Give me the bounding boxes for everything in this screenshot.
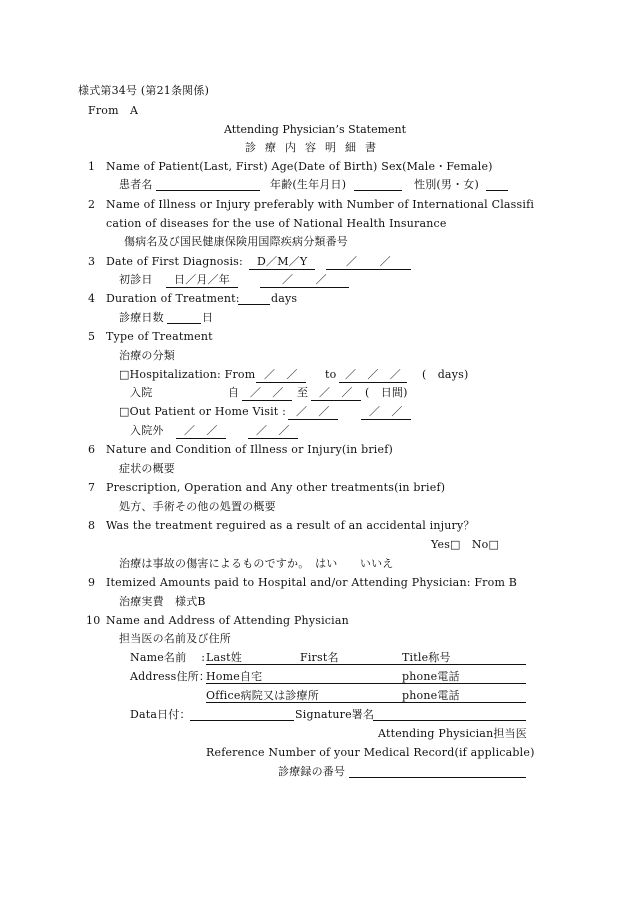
hospitalization-from-ja: 自 <box>228 386 240 399</box>
duration-days-field-en[interactable] <box>238 292 270 305</box>
physician-caption: Attending Physician担当医 <box>378 727 527 740</box>
signature-field[interactable] <box>373 708 526 721</box>
physician-name-field[interactable] <box>206 651 526 665</box>
from-label: From A <box>88 104 139 117</box>
out-patient-date-1[interactable] <box>288 405 338 420</box>
medical-record-number-field[interactable] <box>349 765 526 778</box>
out-patient-date-1-text: ／ ／ <box>288 405 338 420</box>
hospitalization-to-ja: 至 <box>297 386 309 399</box>
item-10-label-en: Name and Address of Attending Physician <box>106 614 349 627</box>
item-4-label-en: Duration of Treatment: <box>106 292 240 305</box>
hospitalization-to-date[interactable] <box>339 368 407 383</box>
reference-label-en: Reference Number of your Medical Record(if applicable) <box>206 746 535 759</box>
item-4-unit-ja: 日 <box>202 311 214 324</box>
item-8-label-en: Was the treatment reguired as a result of an accidental injury？ <box>106 519 475 532</box>
item-4-number: 4 <box>88 292 96 305</box>
first-diagnosis-format-ja-text: 日／月／年 <box>166 273 238 288</box>
hospitalization-days: ( days) <box>422 368 469 381</box>
physician-name-label: Name名前 : <box>130 651 206 664</box>
item-4-label-ja: 診療日数 <box>119 311 164 324</box>
item-9-label-ja: 治療実費 様式B <box>119 595 206 608</box>
hospitalization-to-date-ja[interactable] <box>311 386 361 401</box>
hospitalization-days-ja: ( 日間) <box>365 386 408 399</box>
office-address-label: Office病院又は診療所 <box>206 689 319 702</box>
patient-name-field[interactable] <box>156 178 260 191</box>
title-en: Attending Physician’s Statement <box>223 123 407 136</box>
item-2-label-en-line1: Name of Illness or Injury preferably with Number of International Classifi <box>106 198 535 211</box>
hospitalization-to-label: to <box>325 368 337 381</box>
hospitalization-from-date-ja-text: ／ ／ <box>242 386 292 401</box>
item-9-number: 9 <box>88 576 96 589</box>
item-3-number: 3 <box>88 255 96 268</box>
address-label: Address住所： <box>130 670 211 683</box>
hospitalization-to-date-text: ／ ／ ／ <box>339 368 407 383</box>
out-patient-date-ja-1-text: ／ ／ <box>176 424 226 439</box>
item-8-label-ja: 治療は事故の傷害によるものですか。 はい いいえ <box>119 557 394 570</box>
item-1-label-en: Name of Patient(Last, First) Age(Date of Birth) Sex(Male・Female) <box>106 160 493 173</box>
home-address-label: Home自宅 <box>206 670 263 683</box>
date-label: Data日付： <box>130 708 191 721</box>
item-6-label-ja: 症状の概要 <box>119 462 175 475</box>
item-5-number: 5 <box>88 330 96 343</box>
patient-age-field[interactable] <box>354 178 402 191</box>
first-diagnosis-date-ja[interactable] <box>260 273 349 288</box>
item-1-sex-label: 性別(男・女) <box>414 178 479 191</box>
item-1-age-label: 年齢(生年月日) <box>270 178 347 191</box>
form-number: 様式第34号 (第21条関係) <box>78 84 210 97</box>
first-diagnosis-format-ja[interactable] <box>166 273 238 288</box>
hospitalization-from-date[interactable] <box>256 368 306 383</box>
item-2-label-en-line2: cation of diseases for the use of National Health Insurance <box>106 217 447 230</box>
item-5-label-ja: 治療の分類 <box>119 349 175 362</box>
physician-first-name-label: First名 <box>300 651 339 664</box>
item-7-number: 7 <box>88 481 96 494</box>
item-2-number: 2 <box>88 198 96 211</box>
item-6-label-en: Nature and Condition of Illness or Injury(in brief) <box>106 443 393 456</box>
out-patient-checkbox[interactable]: □Out Patient or Home Visit : <box>119 405 287 418</box>
first-diagnosis-format-en-text: D／M／Y <box>249 255 315 270</box>
out-patient-date-ja-2-text: ／ ／ <box>248 424 298 439</box>
item-10-label-ja: 担当医の名前及び住所 <box>119 632 231 645</box>
duration-days-field-ja[interactable] <box>167 311 201 324</box>
item-1-number: 1 <box>88 160 96 173</box>
item-10-number: 10 <box>86 614 101 627</box>
item-4-unit-en: days <box>271 292 298 305</box>
item-8-number: 8 <box>88 519 96 532</box>
physician-title-label: Title称号 <box>402 651 451 664</box>
out-patient-date-2-text: ／ ／ <box>361 405 411 420</box>
item-3-label-en: Date of First Diagnosis: <box>106 255 243 268</box>
out-patient-date-2[interactable] <box>361 405 411 420</box>
reference-label-ja: 診療録の番号 <box>278 765 346 778</box>
hospitalization-label-ja: 入院 <box>130 386 153 399</box>
item-3-label-ja: 初診日 <box>119 273 153 286</box>
item-2-label-ja: 傷病名及び国民健康保険用国際疾病分類番号 <box>124 235 348 248</box>
hospitalization-from-date-text: ／ ／ <box>256 368 306 383</box>
out-patient-date-ja-2[interactable] <box>248 424 298 439</box>
hospitalization-checkbox[interactable]: □Hospitalization: From <box>119 368 256 381</box>
item-7-label-ja: 処方、手術その他の処置の概要 <box>119 500 276 513</box>
item-1-name-label: 患者名 <box>119 178 153 191</box>
physician-last-name-label: Last姓 <box>206 651 242 664</box>
title-ja: 診療内容明細書 <box>245 141 385 154</box>
first-diagnosis-date-en[interactable] <box>326 255 411 270</box>
home-phone-label: phone電話 <box>402 670 460 683</box>
office-phone-label: phone電話 <box>402 689 460 702</box>
item-6-number: 6 <box>88 443 96 456</box>
hospitalization-from-date-ja[interactable] <box>242 386 292 401</box>
hospitalization-to-date-ja-text: ／ ／ <box>311 386 361 401</box>
out-patient-date-ja-1[interactable] <box>176 424 226 439</box>
first-diagnosis-date-ja-text: ／ ／ <box>260 273 349 288</box>
item-9-label-en: Itemized Amounts paid to Hospital and/or Attending Physician: From B <box>106 576 518 589</box>
patient-sex-field[interactable] <box>486 178 508 191</box>
first-diagnosis-date-en-text: ／ ／ <box>326 255 411 270</box>
accident-yes-no-checkboxes[interactable]: Yes□ No□ <box>431 538 500 551</box>
signature-label: Signature署名 <box>295 708 375 721</box>
date-field[interactable] <box>190 708 294 721</box>
item-5-label-en: Type of Treatment <box>106 330 213 343</box>
first-diagnosis-format-en[interactable] <box>249 255 315 270</box>
out-patient-label-ja: 入院外 <box>130 424 164 437</box>
item-7-label-en: Prescription, Operation and Any other treatments(in brief) <box>106 481 446 494</box>
